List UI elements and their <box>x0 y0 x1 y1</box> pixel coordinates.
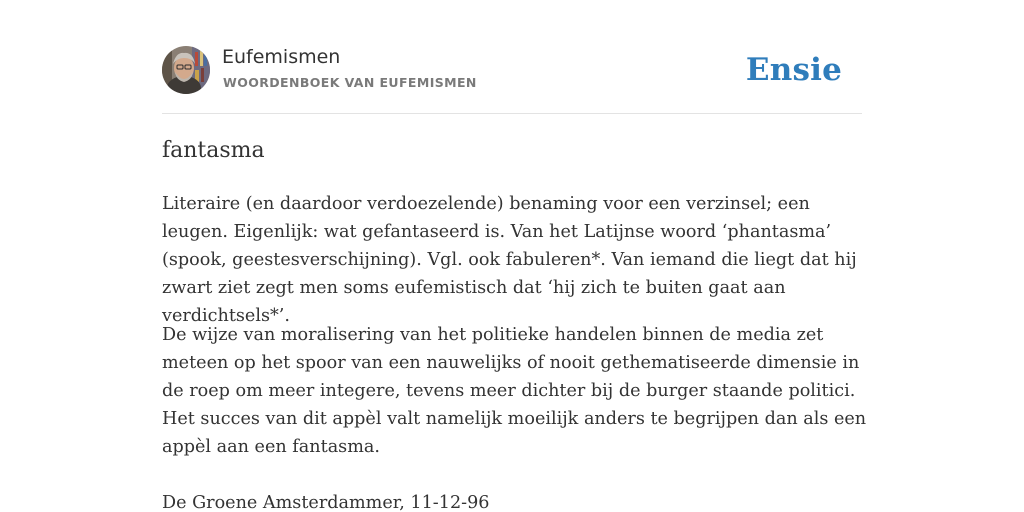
entry-source: De Groene Amsterdammer, 11-12-96 <box>162 493 490 512</box>
author-avatar[interactable] <box>162 46 210 94</box>
entry-title: fantasma <box>162 138 265 163</box>
entry-definition: Literaire (en daardoor verdoezelende) benaming voor een verzinsel; een leugen. Eigenlijk: wat gefantaseerd is. Van het Latijnse woord ‘phantasma’ (spook, geestesverschijning). Vgl. ook fabuleren*. Van iemand die liegt dat hij zwart ziet zegt men soms eufemistisch dat ‘hij zich te buiten gaat aan verdichtsels*’. <box>162 194 857 326</box>
author-name[interactable]: Eufemismen <box>222 46 341 68</box>
brand-logo[interactable]: Ensie <box>745 52 842 88</box>
page-header <box>162 46 862 96</box>
header-divider <box>162 113 862 114</box>
entry-quote: De wijze van moralisering van het politieke handelen binnen de media zet meteen op het spoor van een nauwelijks of nooit gethematiseerde dimensie in de roep om meer integere, tevens meer dichter bij de burger staande politici. Het succes van dit appèl valt namelijk moeilijk anders te begrijpen dan als een appèl aan een fantasma. <box>162 325 867 457</box>
avatar-portrait-icon <box>162 46 210 94</box>
author-subtitle[interactable]: WOORDENBOEK VAN EUFEMISMEN <box>223 75 477 90</box>
